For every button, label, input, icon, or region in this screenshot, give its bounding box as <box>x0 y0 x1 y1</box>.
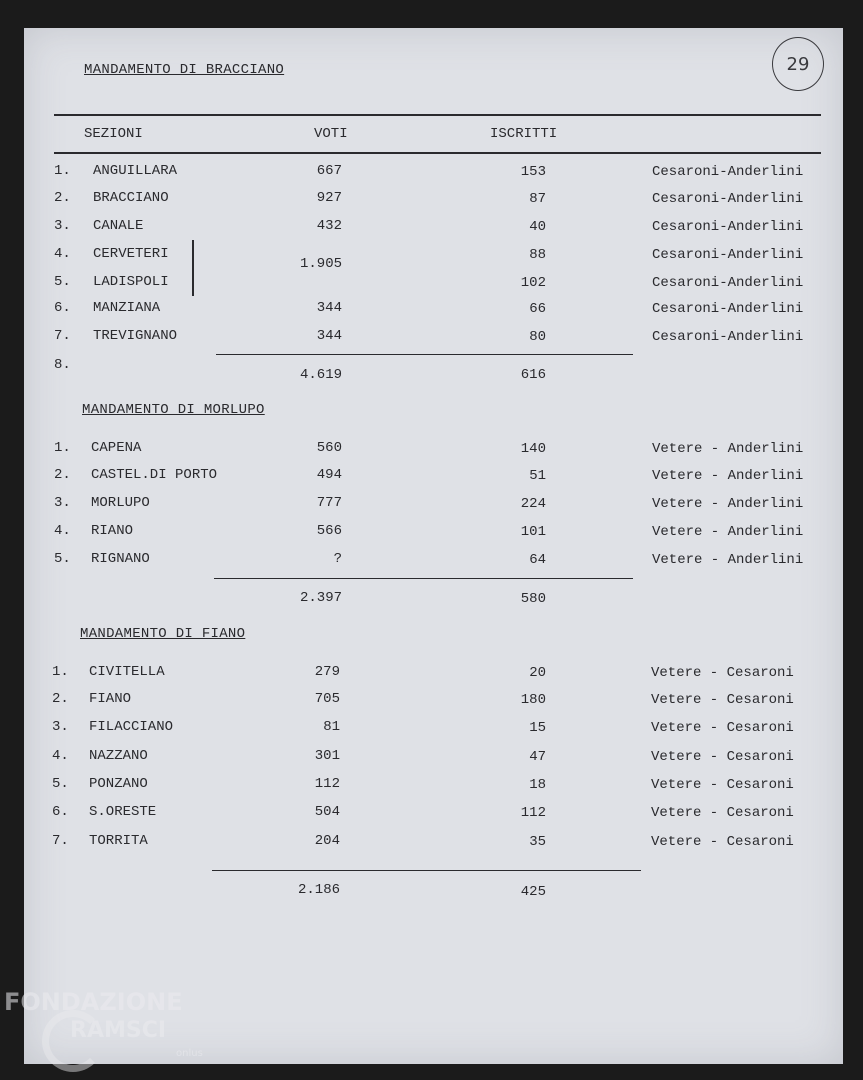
row-index: 7. <box>52 833 69 849</box>
row-iscritti: 87 <box>529 191 546 207</box>
total-index: 8. <box>54 357 71 373</box>
total-iscritti: 580 <box>520 591 546 607</box>
row-voti: 301 <box>314 748 340 764</box>
total-voti: 2.186 <box>297 882 340 898</box>
row-iscritti: 153 <box>520 164 546 180</box>
fondazione-gramsci-logo <box>4 988 224 1078</box>
row-voti: 432 <box>316 218 342 234</box>
row-index: 5. <box>52 776 69 792</box>
row-candidati: Vetere - Anderlini <box>652 496 804 512</box>
document-page <box>24 28 843 1064</box>
row-index: 3. <box>54 218 71 234</box>
row-iscritti: 20 <box>529 665 546 681</box>
header-rule-top <box>54 114 821 116</box>
page-number: 29 <box>772 37 824 91</box>
row-iscritti: 40 <box>529 219 546 235</box>
header-iscritti: ISCRITTI <box>490 126 558 142</box>
row-voti: 204 <box>314 833 340 849</box>
row-sezione: RIANO <box>91 523 134 539</box>
row-sezione: CANALE <box>93 218 144 234</box>
row-candidati: Vetere - Cesaroni <box>651 665 794 681</box>
row-index: 3. <box>52 719 69 735</box>
row-voti: 81 <box>323 719 340 735</box>
row-voti: 344 <box>316 328 342 344</box>
logo-line3: onlus <box>176 1048 203 1059</box>
row-index: 2. <box>52 691 69 707</box>
section-title-bracciano: MANDAMENTO DI BRACCIANO <box>84 62 285 78</box>
row-candidati: Cesaroni-Anderlini <box>652 191 804 207</box>
row-candidati: Vetere - Anderlini <box>652 552 804 568</box>
row-iscritti: 51 <box>529 468 546 484</box>
row-iscritti: 35 <box>529 834 546 850</box>
row-sezione: LADISPOLI <box>93 274 169 290</box>
row-index: 4. <box>54 523 71 539</box>
row-candidati: Cesaroni-Anderlini <box>652 164 804 180</box>
row-sezione: MANZIANA <box>93 300 161 316</box>
total-voti: 2.397 <box>299 590 342 606</box>
row-iscritti: 64 <box>529 552 546 568</box>
row-voti: ? <box>333 551 342 567</box>
row-index: 2. <box>54 190 71 206</box>
row-sezione: TREVIGNANO <box>93 328 178 344</box>
row-candidati: Vetere - Cesaroni <box>651 720 794 736</box>
row-candidati: Cesaroni-Anderlini <box>652 329 804 345</box>
logo-line1: FONDAZIONE <box>4 988 183 1016</box>
combined-voti: 1.905 <box>299 256 342 272</box>
row-index: 6. <box>54 300 71 316</box>
row-candidati: Cesaroni-Anderlini <box>652 275 804 291</box>
bracket <box>192 240 194 296</box>
row-index: 2. <box>54 467 71 483</box>
row-sezione: MORLUPO <box>91 495 150 511</box>
row-candidati: Cesaroni-Anderlini <box>652 247 804 263</box>
row-index: 1. <box>54 440 71 456</box>
row-iscritti: 15 <box>529 720 546 736</box>
row-index: 4. <box>52 748 69 764</box>
row-voti: 504 <box>314 804 340 820</box>
row-iscritti: 180 <box>520 692 546 708</box>
row-index: 6. <box>52 804 69 820</box>
row-voti: 927 <box>316 190 342 206</box>
row-candidati: Vetere - Cesaroni <box>651 805 794 821</box>
row-sezione: PONZANO <box>89 776 148 792</box>
total-voti: 4.619 <box>299 367 342 383</box>
row-candidati: Vetere - Cesaroni <box>651 692 794 708</box>
section-title-morlupo: MANDAMENTO DI MORLUPO <box>82 402 265 418</box>
row-sezione: BRACCIANO <box>93 190 169 206</box>
row-voti: 667 <box>316 163 342 179</box>
row-iscritti: 18 <box>529 777 546 793</box>
row-iscritti: 140 <box>520 441 546 457</box>
row-sezione: FILACCIANO <box>89 719 174 735</box>
row-index: 5. <box>54 551 71 567</box>
row-voti: 279 <box>314 664 340 680</box>
total-iscritti: 616 <box>520 367 546 383</box>
row-iscritti: 80 <box>529 329 546 345</box>
row-sezione: NAZZANO <box>89 748 148 764</box>
header-voti: VOTI <box>314 126 348 142</box>
row-iscritti: 88 <box>529 247 546 263</box>
row-candidati: Vetere - Anderlini <box>652 441 804 457</box>
row-iscritti: 66 <box>529 301 546 317</box>
total-rule <box>214 578 633 579</box>
row-sezione: S.ORESTE <box>89 804 157 820</box>
row-index: 5. <box>54 274 71 290</box>
row-sezione: CIVITELLA <box>89 664 165 680</box>
total-rule <box>216 354 633 355</box>
row-index: 4. <box>54 246 71 262</box>
row-candidati: Vetere - Anderlini <box>652 468 804 484</box>
row-sezione: FIANO <box>89 691 132 707</box>
header-rule-bottom <box>54 152 821 154</box>
row-iscritti: 47 <box>529 749 546 765</box>
row-sezione: ANGUILLARA <box>93 163 178 179</box>
header-sezioni: SEZIONI <box>84 126 143 142</box>
row-voti: 344 <box>316 300 342 316</box>
row-iscritti: 224 <box>520 496 546 512</box>
row-index: 7. <box>54 328 71 344</box>
row-iscritti: 102 <box>520 275 546 291</box>
row-candidati: Cesaroni-Anderlini <box>652 301 804 317</box>
row-voti: 777 <box>316 495 342 511</box>
row-voti: 112 <box>314 776 340 792</box>
row-iscritti: 112 <box>520 805 546 821</box>
section-title-fiano: MANDAMENTO DI FIANO <box>80 626 246 642</box>
row-candidati: Vetere - Cesaroni <box>651 834 794 850</box>
row-index: 3. <box>54 495 71 511</box>
row-sezione: CERVETERI <box>93 246 169 262</box>
row-voti: 494 <box>316 467 342 483</box>
row-candidati: Vetere - Cesaroni <box>651 777 794 793</box>
row-sezione: CASTEL.DI PORTO <box>91 467 218 483</box>
total-rule <box>212 870 641 871</box>
row-sezione: TORRITA <box>89 833 148 849</box>
total-iscritti: 425 <box>520 884 546 900</box>
row-sezione: CAPENA <box>91 440 142 456</box>
row-index: 1. <box>54 163 71 179</box>
row-sezione: RIGNANO <box>91 551 150 567</box>
logo-line2: RAMSCI <box>70 1018 167 1043</box>
row-candidati: Cesaroni-Anderlini <box>652 219 804 235</box>
row-iscritti: 101 <box>520 524 546 540</box>
row-voti: 705 <box>314 691 340 707</box>
row-voti: 560 <box>316 440 342 456</box>
row-candidati: Vetere - Anderlini <box>652 524 804 540</box>
row-voti: 566 <box>316 523 342 539</box>
row-candidati: Vetere - Cesaroni <box>651 749 794 765</box>
row-index: 1. <box>52 664 69 680</box>
